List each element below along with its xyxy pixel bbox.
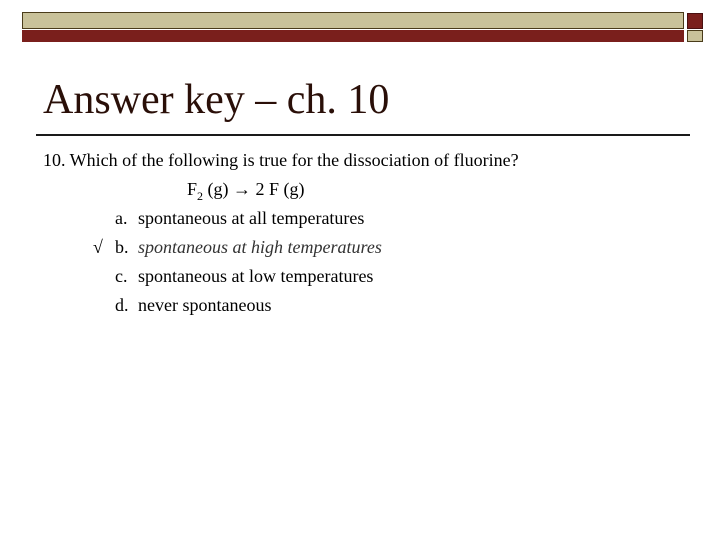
header-square-red bbox=[687, 13, 703, 29]
equation-subscript: 2 bbox=[197, 189, 204, 203]
option-text: spontaneous at high temperatures bbox=[138, 237, 382, 257]
check-mark-icon: √ bbox=[93, 237, 103, 257]
question-text: 10. Which of the following is true for the dissociation of fluorine? bbox=[43, 150, 519, 170]
reaction-equation bbox=[187, 177, 305, 203]
option-text: never spontaneous bbox=[138, 295, 272, 315]
header-square-tan bbox=[687, 30, 703, 42]
header-bar-tan bbox=[22, 12, 684, 29]
option-text: spontaneous at low temperatures bbox=[138, 266, 374, 286]
option-letter: d. bbox=[115, 295, 129, 315]
title-underline bbox=[36, 134, 690, 136]
option-letter: c. bbox=[115, 266, 128, 286]
header-bar-red bbox=[22, 30, 684, 42]
option-text: spontaneous at all temperatures bbox=[138, 208, 365, 228]
option-a bbox=[115, 206, 364, 230]
equation-rest: (g) → 2 F (g) bbox=[203, 179, 305, 199]
equation-element: F bbox=[187, 179, 198, 199]
option-letter: b. bbox=[115, 237, 129, 257]
option-c bbox=[115, 264, 373, 288]
option-b bbox=[93, 235, 382, 259]
option-d bbox=[115, 293, 271, 317]
option-letter: a. bbox=[115, 208, 128, 228]
slide-title: Answer key – ch. 10 bbox=[43, 77, 390, 123]
